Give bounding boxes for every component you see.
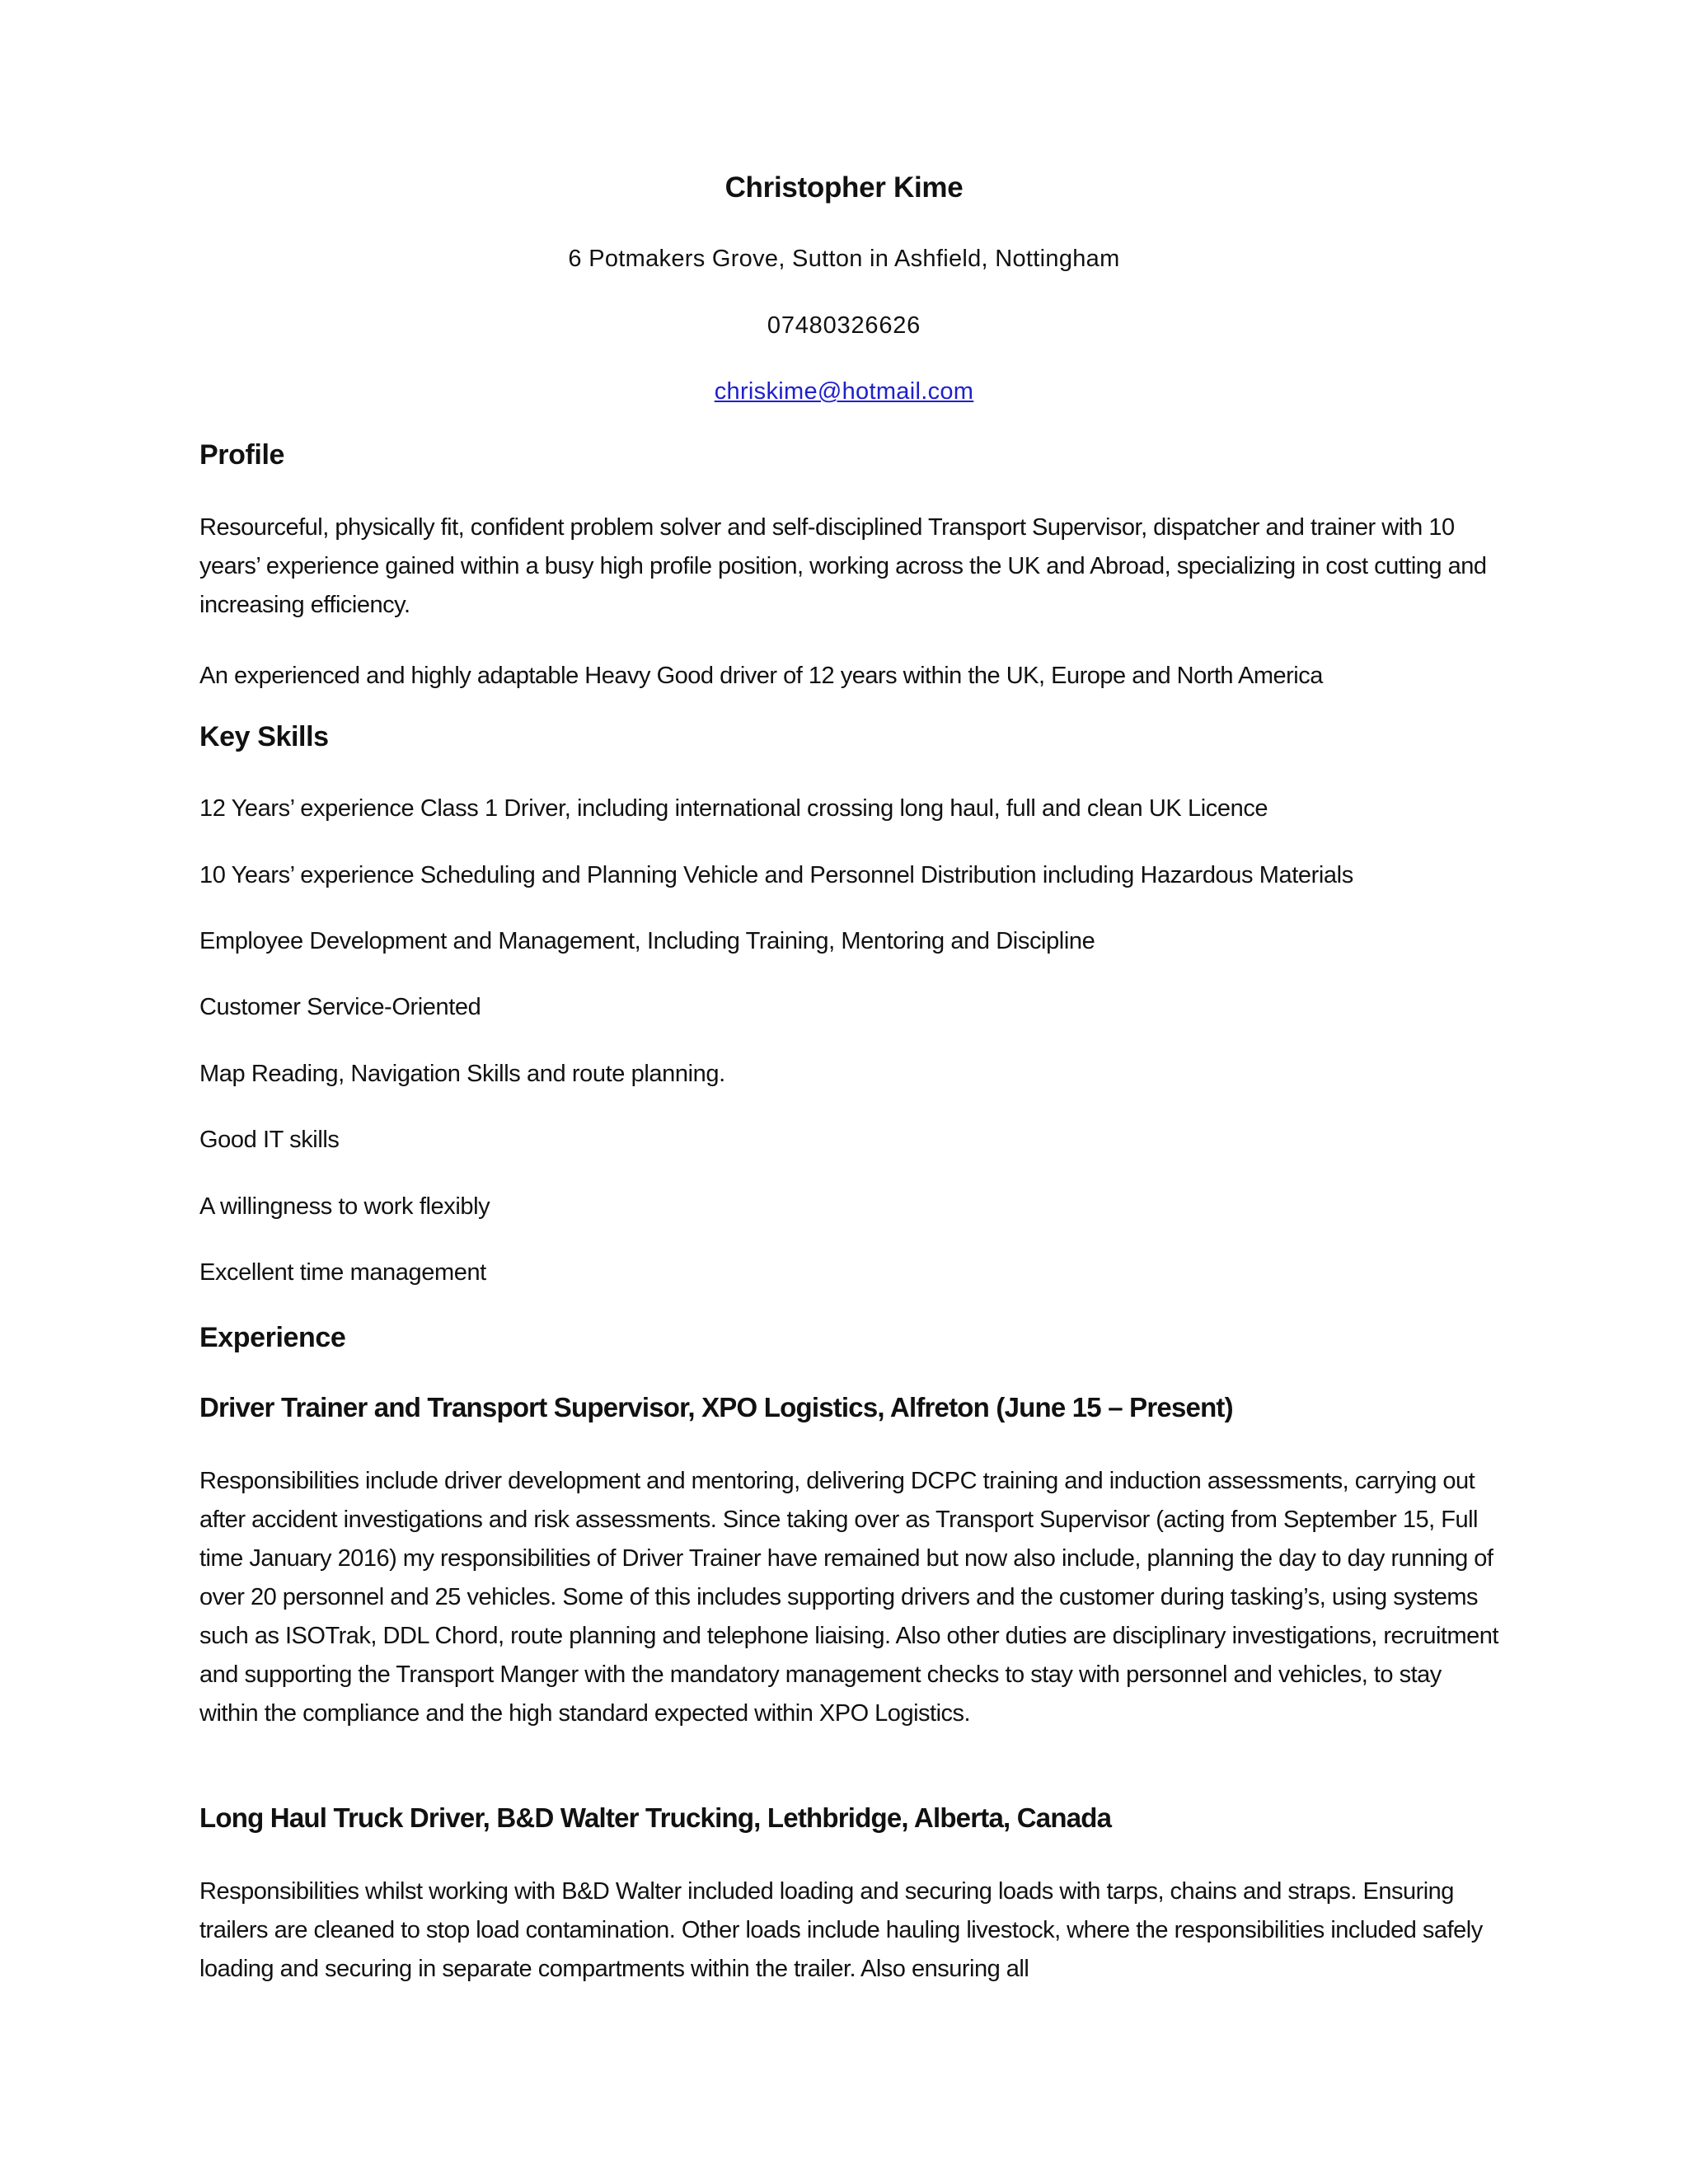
skill-item: Customer Service-Oriented xyxy=(199,994,481,1020)
skill-item: Map Reading, Navigation Skills and route planning. xyxy=(199,1061,725,1087)
phone-number: 07480326626 xyxy=(767,312,921,339)
skill-item: 12 Years’ experience Class 1 Driver, including international crossing long haul, full and clean UK Licence xyxy=(199,795,1268,822)
email-link[interactable]: chriskime@hotmail.com xyxy=(714,378,974,405)
job-title: Driver Trainer and Transport Supervisor, XPO Logistics, Alfreton (June 15 – Present) xyxy=(199,1392,1233,1422)
skill-item: Good IT skills xyxy=(199,1127,340,1153)
skill-item: Excellent time management xyxy=(199,1259,486,1286)
skill-item: 10 Years’ experience Scheduling and Planning Vehicle and Personnel Distribution including Hazardous Materials xyxy=(199,862,1353,888)
experience-heading: Experience xyxy=(199,1322,346,1353)
job-description: Responsibilities include driver development and mentoring, delivering DCPC training and induction assessments, carrying out after accident investigations and risk assessments. Since taking over as Transport Supervisor (acting from September 15, Full time January 2016) my responsibilities of Driver Trainer have remained but now also include, planning the day to day running of over 20 personnel and 25 vehicles. Some of this includes supporting drivers and the customer during tasking’s, using systems such as ISOTrak, DDL Chord, route planning and telephone liaising. Also other duties are disciplinary investigations, recruitment and supporting the Transport Manger with the mandatory management checks to stay with personnel and vehicles, to stay within the compliance and the high standard expected within XPO Logistics. xyxy=(199,1468,1498,1727)
profile-paragraph: Resourceful, physically fit, confident problem solver and self-disciplined Transport Supervisor, dispatcher and trainer with 10 years’ experience gained within a busy high profile position, working across the UK and Abroad, specializing in cost cutting and increasing efficiency. xyxy=(199,514,1487,618)
job-description: Responsibilities whilst working with B&D Walter included loading and securing loads with tarps, chains and straps. Ensuring trailers are cleaned to stop load contamination. Other loads include hauling livestock, where the responsibilities included safely loading and securing in separate compartments within the trailer. Also ensuring all xyxy=(199,1878,1483,1982)
profile-heading: Profile xyxy=(199,439,285,471)
candidate-name: Christopher Kime xyxy=(724,171,964,204)
key-skills-heading: Key Skills xyxy=(199,721,329,752)
address: 6 Potmakers Grove, Sutton in Ashfield, Nottingham xyxy=(568,246,1120,272)
profile-paragraph: An experienced and highly adaptable Heavy Good driver of 12 years within the UK, Europe and North America xyxy=(199,663,1323,689)
skill-item: A willingness to work flexibly xyxy=(199,1193,490,1220)
job-title: Long Haul Truck Driver, B&D Walter Trucking, Lethbridge, Alberta, Canada xyxy=(199,1802,1112,1833)
skill-item: Employee Development and Management, Including Training, Mentoring and Discipline xyxy=(199,928,1095,954)
